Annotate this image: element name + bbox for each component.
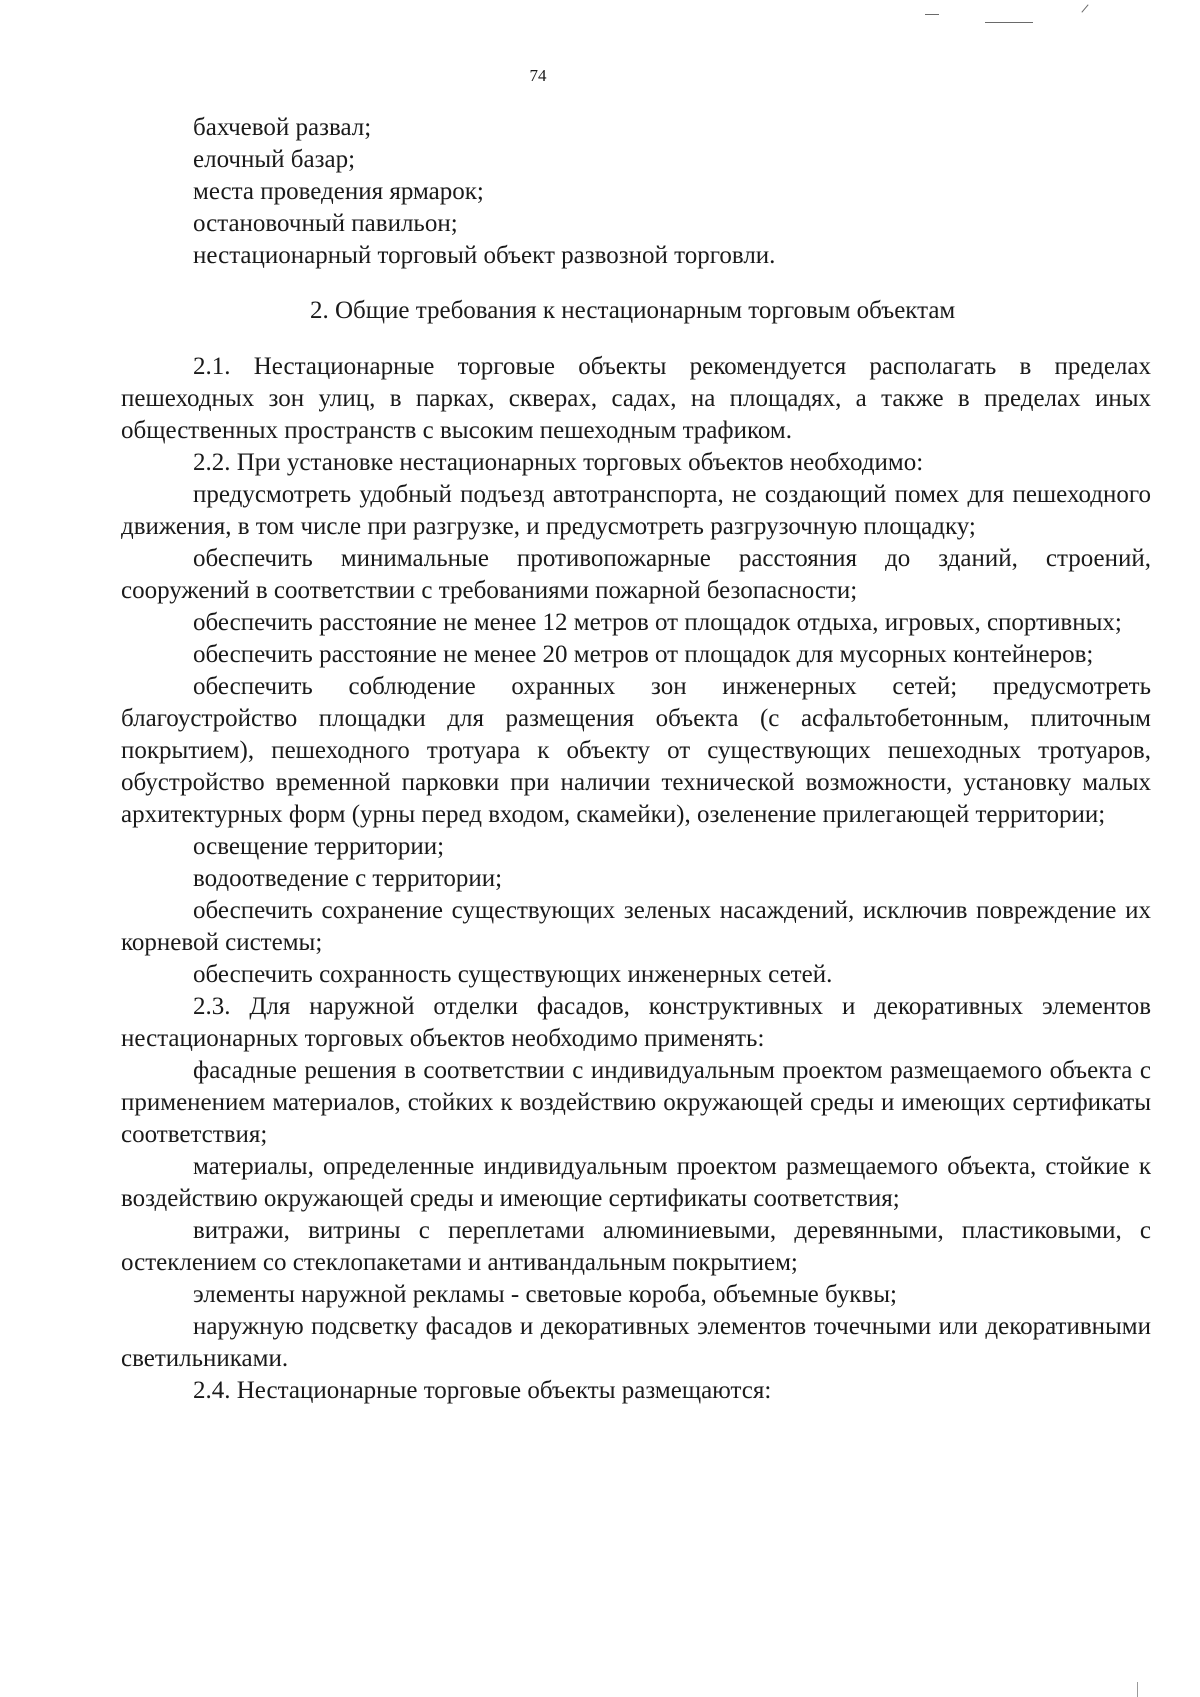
scan-artifact-mark <box>1137 1682 1138 1697</box>
paragraph: материалы, определенные индивидуальным проектом размещаемого объекта, стойкие к воздействию окружающей среды и имеющие сертификаты соответствия; <box>121 1153 1151 1212</box>
paragraph: обеспечить расстояние не менее 12 метров от площадок отдыха, игровых, спортивных; <box>193 609 1122 636</box>
paragraph: обеспечить соблюдение охранных зон инженерных сетей; предусмотреть благоустройство площадки для размещения объекта (с асфальтобетонным, плиточным покрытием), пешеходного тротуара к объекту от существующих пешеходных тротуаров, обустройство временной парковки при наличии технической возможности, установку малых архитектурных форм (урны перед входом, скамейки), озеленение прилегающей территории; <box>121 673 1151 828</box>
list-item: остановочный павильон; <box>193 210 458 237</box>
page-number: 74 <box>529 66 547 85</box>
list-item: места проведения ярмарок; <box>193 178 484 205</box>
scan-artifact-mark <box>985 22 1033 23</box>
paragraph: фасадные решения в соответствии с индивидуальным проектом размещаемого объекта с применением материалов, стойких к воздействию окружающей среды и имеющих сертификаты соответствия; <box>121 1057 1151 1148</box>
paragraph: обеспечить минимальные противопожарные расстояния до зданий, строений, сооружений в соответствии с требованиями пожарной безопасности; <box>121 545 1151 604</box>
paragraph: витражи, витрины с переплетами алюминиевыми, деревянными, пластиковыми, с остеклением со стеклопакетами и антивандальным покрытием; <box>121 1217 1151 1276</box>
paragraph: 2.2. При установке нестационарных торговых объектов необходимо: <box>193 449 924 476</box>
paragraph: элементы наружной рекламы - световые короба, объемные буквы; <box>193 1281 897 1308</box>
paragraph: освещение территории; <box>193 833 445 860</box>
paragraph: наружную подсветку фасадов и декоративных элементов точечными или декоративными светильниками. <box>121 1313 1151 1372</box>
section-heading: 2. Общие требования к нестационарным торговым объектам <box>310 297 956 324</box>
paragraph: обеспечить сохранность существующих инженерных сетей. <box>193 961 833 988</box>
list-item: бахчевой развал; <box>193 114 372 141</box>
scan-artifact-mark <box>925 14 939 15</box>
paragraph: водоотведение с территории; <box>193 865 503 892</box>
document-body <box>121 112 1151 1407</box>
paragraph: 2.1. Нестационарные торговые объекты рекомендуется располагать в пределах пешеходных зон улиц, в парках, скверах, садах, на площадях, а также в пределах иных общественных пространств с высоким пешеходным трафиком. <box>121 353 1151 444</box>
list-item: нестационарный торговый объект развозной торговли. <box>193 242 776 269</box>
paragraph: 2.3. Для наружной отделки фасадов, конструктивных и декоративных элементов нестационарных торговых объектов необходимо применять: <box>121 993 1151 1052</box>
section-text <box>121 351 1151 1407</box>
scan-artifact-mark <box>1081 4 1088 12</box>
paragraph: обеспечить расстояние не менее 20 метров от площадок для мусорных контейнеров; <box>193 641 1094 668</box>
object-type-list <box>121 112 1151 272</box>
paragraph: 2.4. Нестационарные торговые объекты размещаются: <box>193 1377 772 1404</box>
paragraph: предусмотреть удобный подъезд автотранспорта, не создающий помех для пешеходного движения, в том числе при разгрузке, и предусмотреть разгрузочную площадку; <box>121 481 1151 540</box>
paragraph: обеспечить сохранение существующих зеленых насаждений, исключив повреждение их корневой системы; <box>121 897 1151 956</box>
list-item: елочный базар; <box>193 146 356 173</box>
